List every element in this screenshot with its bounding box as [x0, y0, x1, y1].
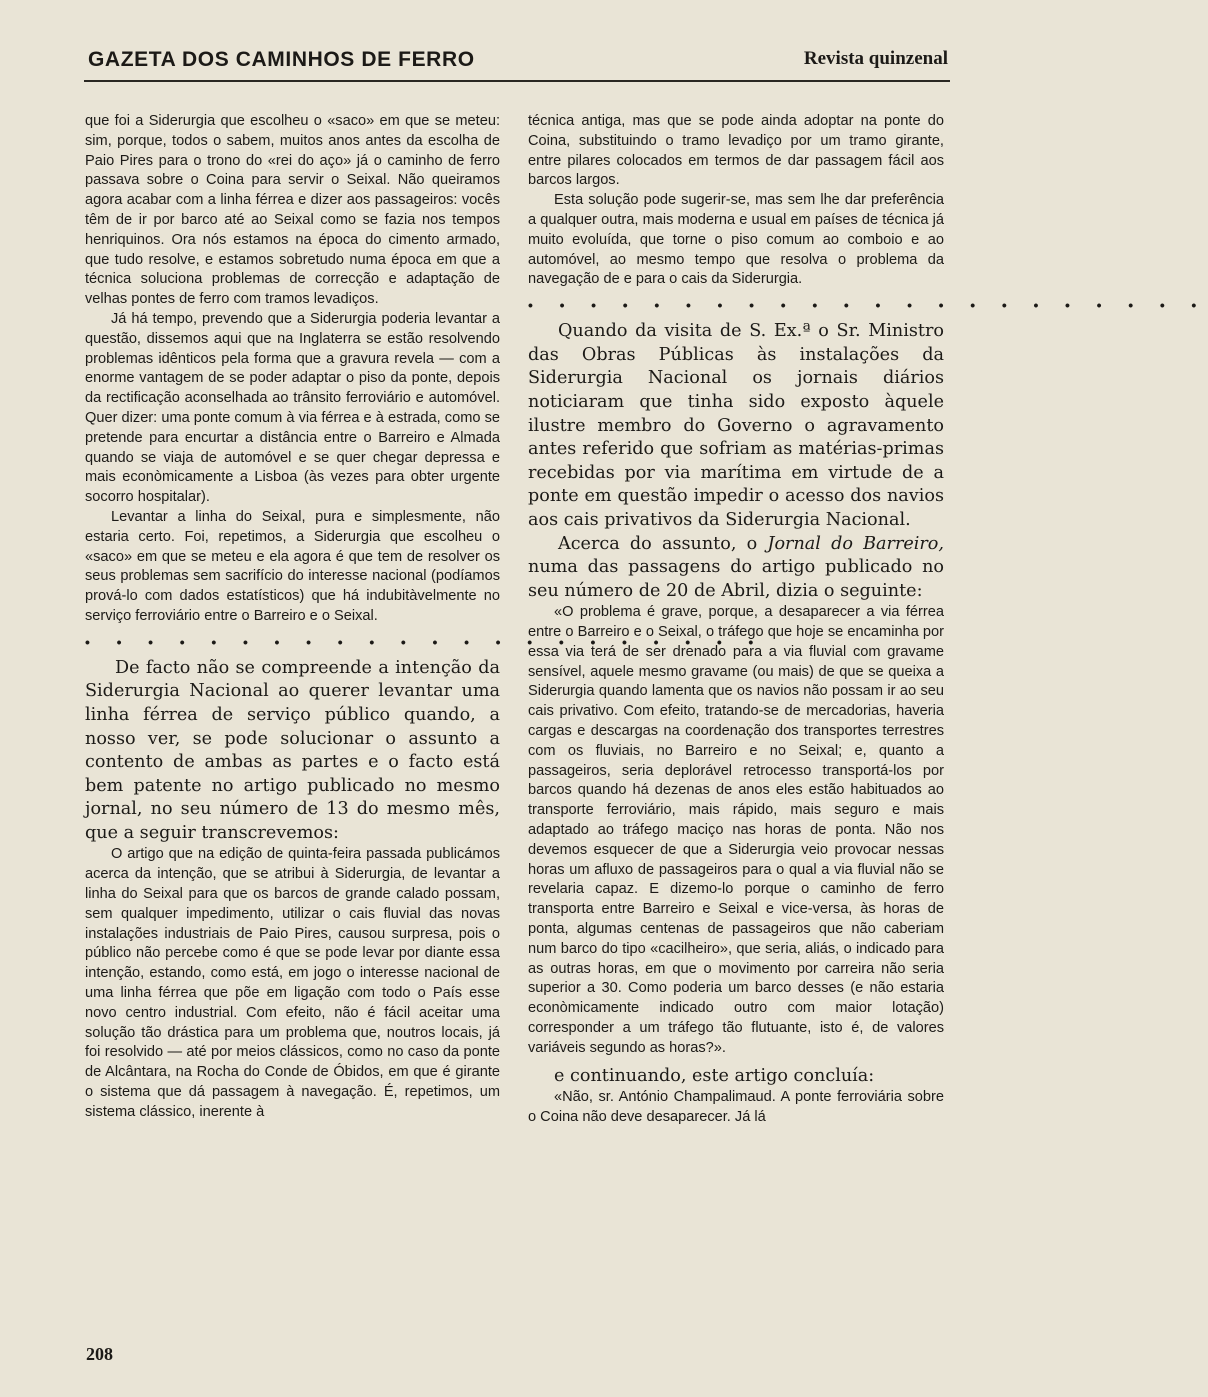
right-paragraph-1: técnica antiga, mas que se pode ainda adoptar na ponte do Coina, substituindo o tramo levadiço por um tramo girante, entre pilares colocados em termos de dar passagem fácil aos barcos largos. [528, 113, 944, 189]
left-paragraph-1: que foi a Siderurgia que escolheu o «saco» em que se meteu: sim, porque, todos o sabem, muitos anos antes da escolha de Paio Pires para o trono do «rei do aço» já o caminho de ferro passava sobre o Coina para servir o Seixal. Não queiramos agora acabar com a linha férrea e dizer aos passageiros: vocês têm de ir por barco até ao Seixal como se fazia nos tempos henriquinos. Ora nós estamos na época do cimento armado, que tudo resolve, e estamos sobretudo numa época em que a técnica soluciona problemas de correcção e adaptação de velhas pontes de ferro com tramos levadiços. [85, 113, 500, 308]
text-run: Acerca do assunto, o [558, 533, 768, 554]
text-run: numa das passagens do artigo publicado no seu número de 20 de Abril, dizia o seguinte: [528, 557, 944, 601]
right-paragraph-2: Esta solução pode sugerir-se, mas sem lhe dar preferência a qualquer outra, mais moderna e usual em países de técnica já muito evoluída, que torne o piso comum ao comboio e ao automóvel, ao mesmo tempo que resolva o problema da navegação de e para o cais da Siderurgia. [528, 192, 944, 288]
right-lead-paragraph-2 [528, 533, 944, 604]
section-divider-dots: • • • • • • • • • • • • • • • • • • • • • • [528, 297, 1208, 314]
left-lead-paragraph: De facto não se compreende a intenção da Siderurgia Nacional ao querer levantar uma linha férrea de serviço público quando, a nosso ver, se pode solucionar o assunto a contento de ambas as partes e o facto está bem patente no artigo publicado no mesmo jornal, no seu número de 13 do mesmo mês, que a seguir transcrevemos: [85, 657, 500, 843]
left-paragraph-2: Já há tempo, prevendo que a Siderurgia poderia levantar a questão, dissemos aqui que na Inglaterra se estão resolvendo problemas idênticos pela forma que a gravura revela — com a enorme vantagem de se poder adaptar o piso da ponte, depois da rectificação aconselhada ao trânsito ferroviário e automóvel. Quer dizer: uma ponte comum à via férrea e à estrada, como se pretende para encurtar a distância entre o Barreiro e Almada quando se viaja de automóvel e se quer chegar depressa e mais econòmicamente a Lisboa (às vezes para obter urgente socorro hospitalar). [85, 310, 500, 506]
left-quoted-article: O artigo que na edição de quinta-feira passada publicámos acerca da intenção, que se atribui à Siderurgia, de levantar a linha do Seixal para que os barcos de grande calado possam, sem qualquer impedimento, utilizar o cais fluvial das novas instalações industriais de Paio Pires, causou surpresa, pois o público não percebe como é que se pode levar por diante essa intenção, estando, como está, em jogo o interesse nacional de uma linha férrea que põe em ligação com todo o País esse novo centro industrial. Com efeito, não é fácil aceitar uma solução tão drástica para um problema que, noutros locais, já foi resolvido — até por meios clássicos, como no caso da ponte de Alcântara, na Rocha do Conde de Óbidos, em que é girante o sistema que dá passagem à navegação. É, repetimos, um sistema clássico, inerente à [85, 846, 500, 1120]
right-quoted-article: «O problema é grave, porque, a desaparecer a via férrea entre o Barreiro e o Seixal, o tráfego que hoje se encaminha por essa via terá de ser drenado para a via fluvial com gravame sensível, aquele mesmo gravame (ou mais) de que se queixa a Siderurgia quando lamenta que os navios não possam ir ao seu cais privativo. Com efeito, tratando-se de mercadorias, haveria cargas e descargas na coordenação dos transportes terrestres com os fluviais, no Barreiro e no Seixal; e, quanto a passageiros, seria deplorável retrocesso transportá-los por barcos quando há dezenas de anos eles estão habituados ao transporte ferroviário, mais rápido, mais seguro e mais adaptado ao tráfego maciço nas horas de ponta. Não nos devemos esquecer de que a Siderurgia veio provocar nessas horas um afluxo de passageiros para o qual a via fluvial não se revelaria capaz. E dizemo-lo porque o caminho de ferro transporta entre Barreiro e Seixal e vice-versa, às horas de ponta, algumas centenas de passageiros que não caberiam num barco do tipo «cacilheiro», que seria, aliás, o indicado para as outras horas, em que o movimento por carreira não seria superior a 30. Como poderia um barco desses (e não estaria econòmicamente indicado outro com maior lotação) corresponder a um tráfego tão flutuante, isto é, de valores variáveis segundo as horas?». [528, 604, 944, 1056]
left-paragraph-3: Levantar a linha do Seixal, pura e simplesmente, não estaria certo. Foi, repetimos, a Siderurgia que escolheu o «saco» em que se meteu e ela agora é que tem de resolver os seus problemas sem sacrifício do interesse nacional (podíamos prová-lo com dados estatísticos) que há indubitàvelmente no serviço ferroviário entre o Barreiro e o Seixal. [85, 508, 500, 624]
right-lead-paragraph: Quando da visita de S. Ex.ª o Sr. Ministro das Obras Públicas às instalações da Siderurgia Nacional os jornais diários noticiaram que tinha sido exposto àquele ilustre membro do Governo o agravamento antes referido que sofriam as matérias-primas recebidas por via marítima em virtude de a ponte em questão impedir o acesso dos navios aos cais privativos da Siderurgia Nacional. [528, 321, 944, 530]
right-quoted-article-2: «Não, sr. António Champalimaud. A ponte ferroviária sobre o Coina não deve desaparecer. Já lá [528, 1089, 944, 1126]
page-number: 208 [86, 1344, 113, 1364]
section-divider-dots: • • • • • • • • • • • • • • • • • • • • • • [85, 633, 765, 650]
right-column [528, 112, 1208, 1128]
publication-subtitle: Revista quinzenal [803, 48, 948, 69]
right-lead-paragraph-3: e continuando, este artigo concluía: [554, 1065, 875, 1086]
publication-title: GAZETA DOS CAMINHOS DE FERRO [88, 48, 475, 71]
newspaper-name: Jornal do Barreiro, [767, 533, 944, 554]
header-rule [84, 80, 950, 82]
running-header [88, 42, 948, 78]
